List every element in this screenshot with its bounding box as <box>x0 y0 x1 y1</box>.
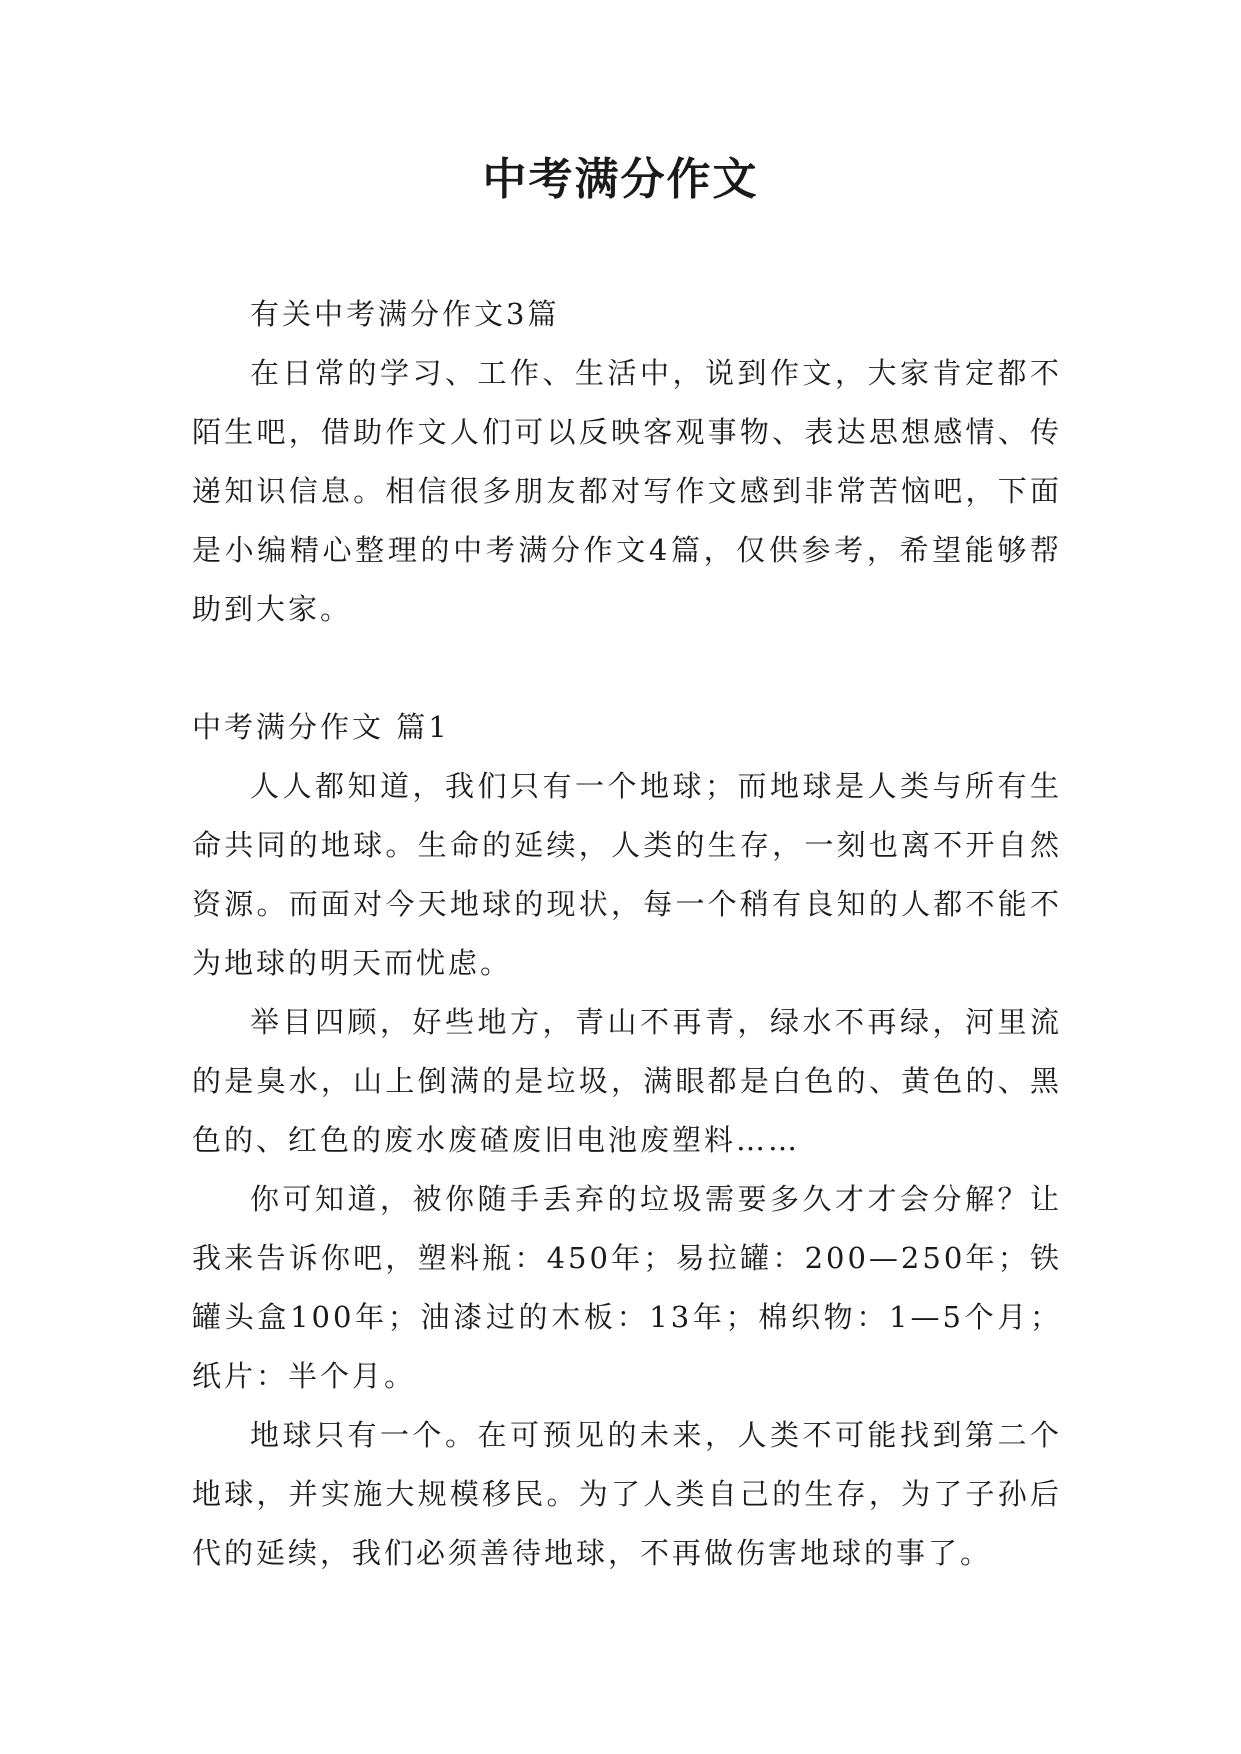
page-title: 中考满分作文 <box>482 154 759 205</box>
body-paragraph-2: 举目四顾，好些地方，青山不再青，绿水不再绿，河里流的是臭水，山上倒满的是垃圾，满眼都是白色的、黄色的、黑色的、红色的废水废碴废旧电池废塑料…… <box>192 1005 1062 1157</box>
section-spacer <box>192 639 1062 698</box>
section-heading: 中考满分作文 篇1 <box>192 710 450 744</box>
body-paragraph-1: 人人都知道，我们只有一个地球；而地球是人类与所有生命共同的地球。生命的延续，人类的生存，一刻也离不开自然资源。而面对今天地球的现状，每一个稍有良知的人都不能不为地球的明天而忧虑。 <box>192 769 1062 980</box>
body-paragraph-3: 你可知道，被你随手丢弃的垃圾需要多久才才会分解？让我来告诉你吧，塑料瓶：450年；易拉罐：200—250年；铁罐头盒100年；油漆过的木板：13年；棉织物：1—5个月；纸片：半个月。 <box>192 1182 1062 1393</box>
intro-paragraph: 在日常的学习、工作、生活中，说到作文，大家肯定都不陌生吧，借助作文人们可以反映客观事物、表达思想感情、传递知识信息。相信很多朋友都对写作文感到非常苦恼吧，下面是小编精心整理的中考满分作文4篇，仅供参考，希望能够帮助到大家。 <box>192 356 1062 626</box>
intro-heading: 有关中考满分作文3篇 <box>250 297 560 331</box>
document-body <box>192 285 1062 1583</box>
body-paragraph-4: 地球只有一个。在可预见的未来，人类不可能找到第二个地球，并实施大规模移民。为了人类自己的生存，为了子孙后代的延续，我们必须善待地球，不再做伤害地球的事了。 <box>192 1418 1062 1570</box>
